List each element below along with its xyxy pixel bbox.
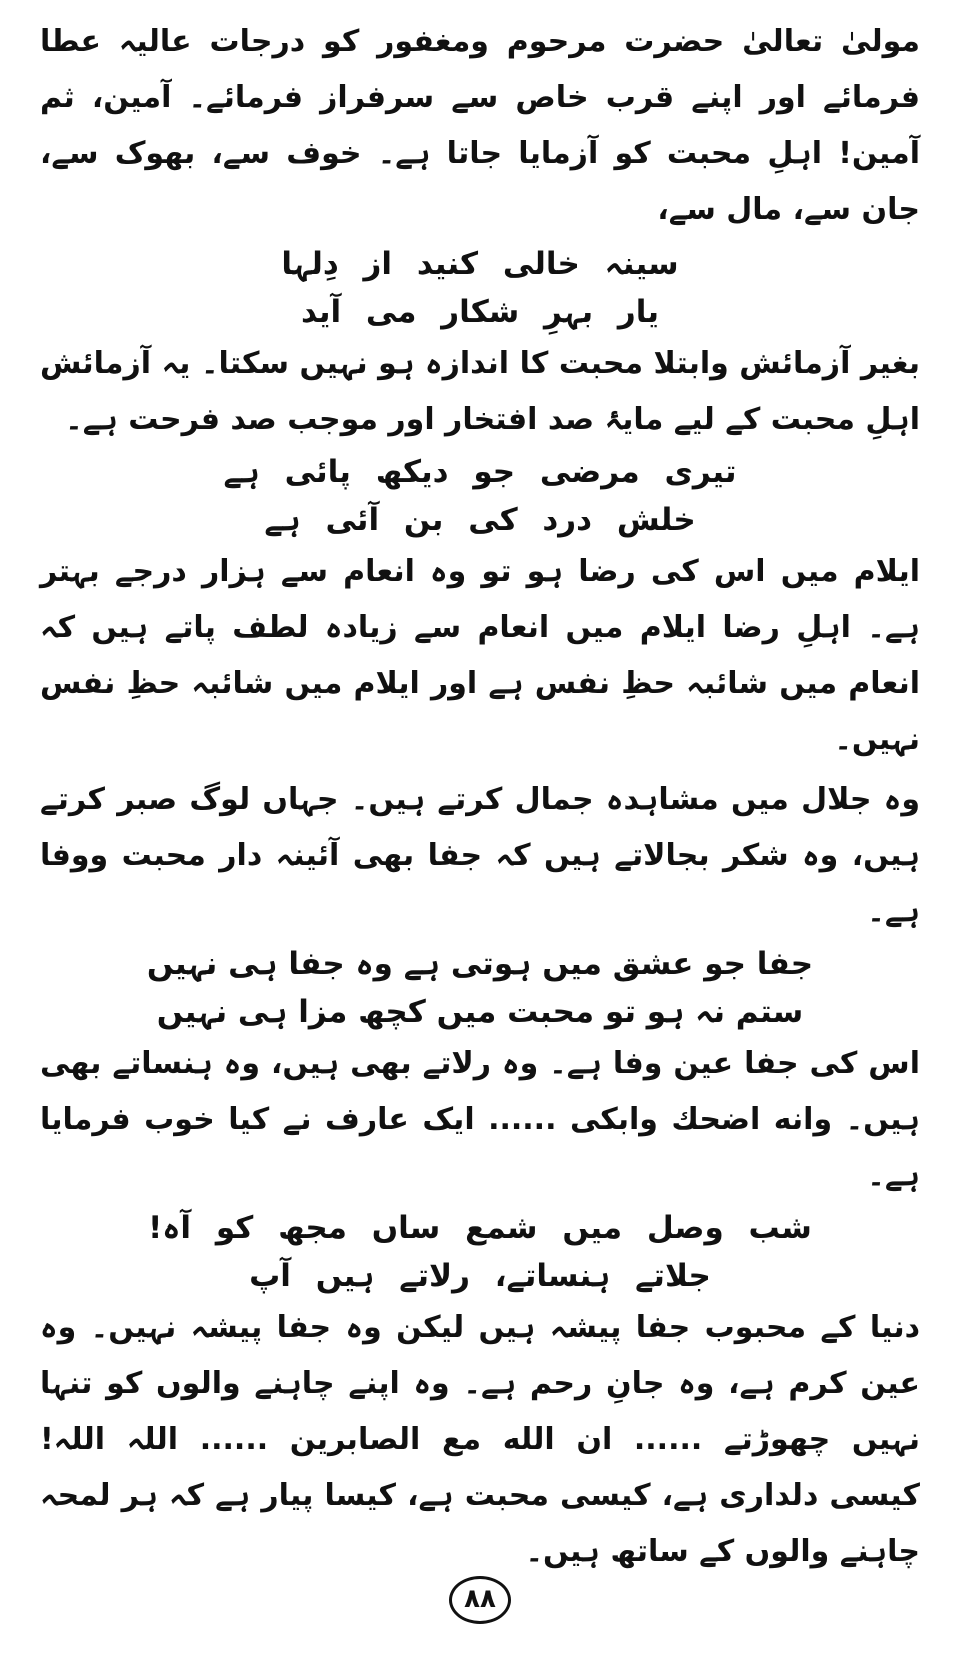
verse-line: خلش درد کی بن آئی ہے — [264, 502, 696, 538]
verse-line: تیری مرضی جو دیکھ پائی ہے — [223, 454, 737, 490]
persian-couplet — [40, 240, 920, 336]
paragraph-trial: بغیر آزمائش وابتلا محبت کا اندازہ ہو نہیں سکتا۔ یہ آزمائش اہلِ محبت کے لیے مایۂ صد افتخار اور موجب صد فرحت ہے۔ — [40, 346, 920, 437]
paragraph-closing: دنیا کے محبوب جفا پیشہ ہیں لیکن وہ جفا پیشہ نہیں۔ وہ عین کرم ہے، وہ جانِ رحم ہے۔ وہ اپنے چاہنے والوں کو تنہا نہیں چھوڑتے ...... ان الله مع الصابرين ...... اللہ اللہ! کیسی دلداری ہے، کیسی محبت ہے، کیسا پیار ہے کہ ہر لمحہ چاہنے والوں کے ساتھ ہیں۔ — [40, 1310, 920, 1569]
verse-line: سینہ خالی کنید از دِلہا — [281, 246, 679, 282]
verse-line: شب وصل میں شمع ساں مجھ کو آہ! — [148, 1210, 812, 1246]
verse-line: ستم نہ ہو تو محبت میں کچھ مزا ہی نہیں — [156, 994, 804, 1030]
paragraph-jafa: اس کی جفا عین وفا ہے۔ وہ رلاتے بھی ہیں، وہ ہنساتے بھی ہیں۔ وانه اضحك وابکی ...... ایک عارف نے کیا خوب فرمایا ہے۔ — [40, 1046, 920, 1193]
paragraph-opening: مولیٰ تعالیٰ حضرت مرحوم ومغفور کو درجات عالیہ عطا فرمائے اور اپنے قرب خاص سے سرفراز فرمائے۔ آمین، ثم آمین! اہلِ محبت کو آزمایا جاتا ہے۔ خوف سے، بھوک سے، جان سے، مال سے، — [40, 24, 920, 227]
verse-line: یار بہرِ شکار می آید — [300, 294, 660, 330]
urdu-couplet-2 — [40, 940, 920, 1036]
page-number — [0, 1576, 960, 1624]
urdu-couplet-3 — [40, 1204, 920, 1300]
paragraph-ilam: ایلام میں اس کی رضا ہو تو وہ انعام سے ہزار درجے بہتر ہے۔ اہلِ رضا ایلام میں انعام سے زیادہ لطف پاتے ہیں کہ انعام میں شائبہ حظِ نفس ہے اور ایلام میں شائبہ حظِ نفس نہیں۔ — [40, 554, 920, 757]
verse-line: جلاتے ہنساتے، رلاتے ہیں آپ — [249, 1258, 711, 1294]
page-number-circle: ۸۸ — [449, 1576, 511, 1624]
paragraph-jalal: وہ جلال میں مشاہدہ جمال کرتے ہیں۔ جہاں لوگ صبر کرتے ہیں، وہ شکر بجالاتے ہیں کہ جفا بھی آئینہ دار محبت ووفا ہے۔ — [40, 782, 920, 929]
verse-line: جفا جو عشق میں ہوتی ہے وہ جفا ہی نہیں — [146, 946, 814, 982]
urdu-couplet-1 — [40, 448, 920, 544]
